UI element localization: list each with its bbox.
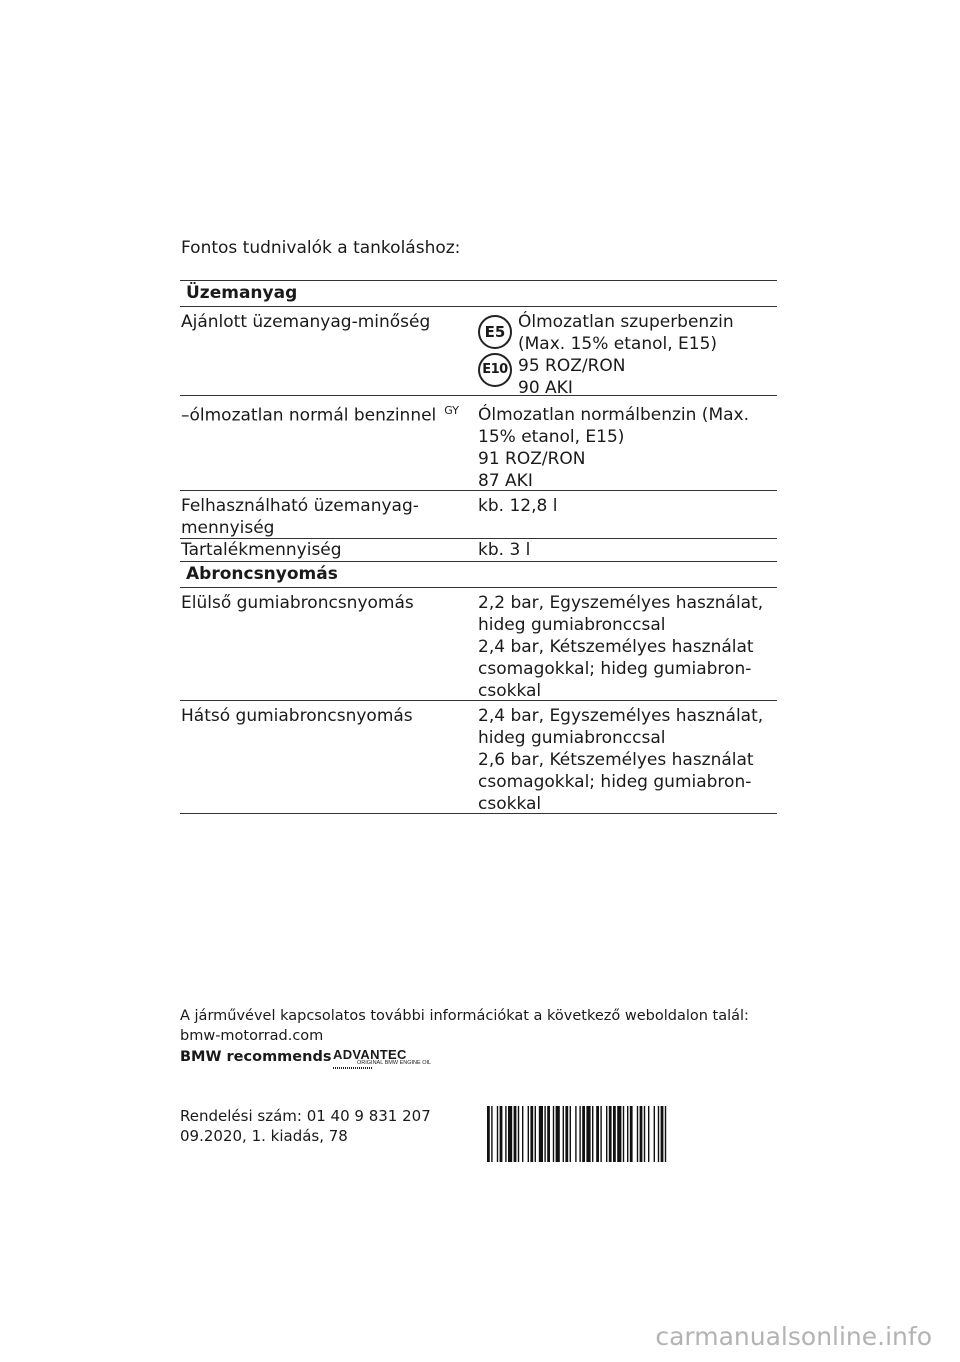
text-line: Ólmozatlan szuperbenzin	[518, 312, 734, 332]
barcode-bar	[535, 1106, 536, 1162]
watermark: carmanualsonline.info	[655, 1322, 932, 1351]
row-normal-fuel	[180, 395, 777, 490]
barcode-bar	[514, 1106, 517, 1162]
country-code: GY	[444, 404, 459, 417]
section-tyre: Abroncsnyomás	[180, 561, 777, 587]
fuel-quality-text	[518, 311, 734, 399]
fuel-badges	[478, 311, 512, 387]
barcode-bar	[547, 1106, 550, 1162]
text-line: 90 AKI	[518, 378, 573, 398]
text-line: csomagokkal; hideg gumiabron-	[478, 659, 752, 679]
text-line: Felhasználható üzemanyag-	[181, 496, 419, 516]
barcode-bar	[553, 1106, 554, 1162]
barcode-icon	[487, 1106, 777, 1162]
barcode-bar	[582, 1106, 585, 1162]
text-line: 95 ROZ/RON	[518, 356, 626, 376]
text-line: hideg gumiabronccsal	[478, 728, 666, 748]
text-line: 87 AKI	[478, 471, 533, 491]
barcode-bar	[617, 1106, 621, 1162]
text-line: 91 ROZ/RON	[478, 449, 586, 469]
text-line: mennyiség	[181, 518, 275, 538]
barcode-bar	[544, 1106, 545, 1162]
intro-heading: Fontos tudnivalók a tankoláshoz:	[181, 238, 461, 258]
label-fuel-quality: Ajánlott üzemanyag-minőség	[181, 312, 431, 332]
text-line: 15% etanol, E15)	[478, 427, 625, 447]
barcode-bar	[654, 1106, 655, 1162]
bmw-recommends: BMW recommends	[180, 1049, 332, 1065]
label-text: –ólmozatlan normál benzinnel	[181, 405, 437, 426]
barcode-bar	[609, 1106, 612, 1162]
section-fuel: Üzemanyag	[180, 280, 777, 306]
barcode-bar	[648, 1106, 649, 1162]
text-line: hideg gumiabronccsal	[478, 615, 666, 635]
value-reserve: kb. 3 l	[478, 540, 531, 560]
text-line: csomagokkal; hideg gumiabron-	[478, 772, 752, 792]
text-line: (Max. 15% etanol, E15)	[518, 334, 718, 354]
label-reserve: Tartalékmennyiség	[181, 540, 342, 560]
barcode-bar	[530, 1106, 533, 1162]
barcode-bar	[665, 1106, 666, 1162]
order-info	[180, 1106, 431, 1146]
barcode-bar	[539, 1106, 543, 1162]
label-usable-fuel	[180, 491, 478, 538]
barcode-bar	[563, 1106, 564, 1162]
e5-icon: E5	[478, 315, 512, 349]
label-front-tyre: Elülső gumiabroncsnyomás	[181, 593, 414, 613]
row-front-tyre	[180, 587, 777, 700]
edition-info: 09.2020, 1. kiadás, 78	[180, 1127, 348, 1145]
text-line: 2,6 bar, Kétszemélyes használat	[478, 750, 754, 770]
row-rear-tyre	[180, 700, 777, 814]
text-line: 2,4 bar, Kétszemélyes használat	[478, 637, 754, 657]
barcode-bar	[586, 1106, 590, 1162]
advantec-stripe	[333, 1067, 373, 1069]
barcode-bar	[508, 1106, 512, 1162]
barcode-bar	[497, 1106, 498, 1162]
barcode-bar	[491, 1106, 492, 1162]
barcode-bar	[630, 1106, 633, 1162]
text-line: 2,4 bar, Egyszemélyes használat,	[478, 706, 764, 726]
barcode-bar	[579, 1106, 580, 1162]
barcode-bar	[627, 1106, 628, 1162]
website-info	[180, 1006, 777, 1046]
barcode-bar	[592, 1106, 593, 1162]
text-line: csokkal	[478, 681, 542, 701]
barcode-bar	[637, 1106, 638, 1162]
barcode-bar	[644, 1106, 645, 1162]
barcode-bar	[661, 1106, 664, 1162]
row-usable-fuel	[180, 490, 777, 538]
barcode-bar	[575, 1106, 576, 1162]
barcode-bar	[658, 1106, 659, 1162]
text-line: 2,2 bar, Egyszemélyes használat,	[478, 593, 764, 613]
barcode-bar	[556, 1106, 560, 1162]
label-rear-tyre: Hátsó gumiabroncsnyomás	[181, 706, 413, 726]
barcode-bar	[505, 1106, 506, 1162]
barcode-bar	[518, 1106, 519, 1162]
e10-icon: E10	[478, 353, 512, 387]
barcode-bar	[596, 1106, 599, 1162]
website-link[interactable]: bmw-motorrad.com	[180, 1028, 324, 1044]
barcode-bar	[613, 1106, 616, 1162]
advantec-subtitle: ORIGINAL BMW ENGINE OIL	[357, 1060, 432, 1066]
barcode-bar	[623, 1106, 624, 1162]
text-line: Ólmozatlan normálbenzin (Max.	[478, 405, 749, 425]
order-number: Rendelési szám: 01 40 9 831 207	[180, 1107, 431, 1125]
barcode-bar	[565, 1106, 568, 1162]
advantec-name: ADVANTEC	[333, 1047, 407, 1062]
barcode-bar	[528, 1106, 529, 1162]
label-normal-fuel	[180, 396, 478, 490]
value-usable-fuel: kb. 12,8 l	[478, 496, 558, 516]
text-line: A járművével kapcsolatos további információkat a következő weboldalon talál:	[180, 1008, 749, 1024]
row-fuel-quality	[180, 306, 777, 398]
barcode-bar	[570, 1106, 571, 1162]
row-reserve	[180, 538, 777, 561]
value-rear-tyre	[478, 701, 777, 813]
barcode-bar	[640, 1106, 643, 1162]
barcode-bar	[522, 1106, 523, 1162]
barcode-bar	[600, 1106, 601, 1162]
barcode-bar	[487, 1106, 490, 1162]
barcode-bar	[606, 1106, 607, 1162]
text-line: csokkal	[478, 794, 542, 814]
advantec-logo	[333, 1047, 433, 1069]
value-fuel-quality	[478, 307, 777, 398]
value-front-tyre	[478, 588, 777, 700]
fuel-tyre-table	[180, 280, 777, 814]
barcode-bar	[500, 1106, 503, 1162]
value-normal-fuel	[478, 396, 777, 490]
